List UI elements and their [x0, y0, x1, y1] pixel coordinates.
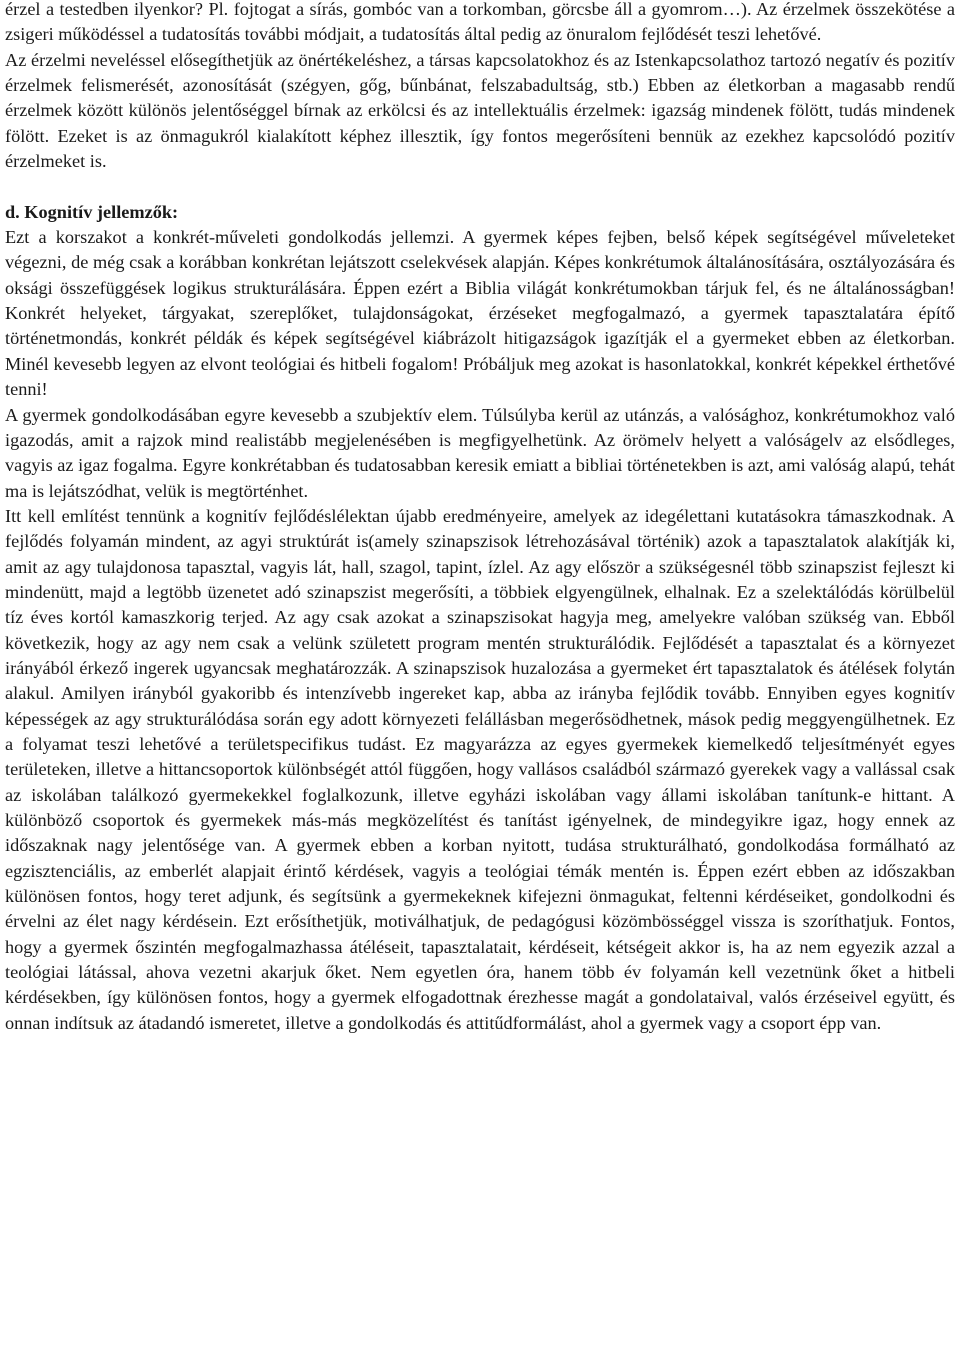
section-heading-cognitive: d. Kognitív jellemzők:	[5, 201, 179, 222]
paragraph-concrete-operational: Ezt a korszakot a konkrét-műveleti gondolkodás jellemzi. A gyermek képes fejben, belső képek segítségével műveleteket végezni, de még csak a korábban konkrétan lejátszott cselekvések alapján. Képes konkrétumok általánosítására, osztályozására és oksági összefüggések logikus strukturálására. Éppen ezért a Biblia világát konkrétumokban tárjuk fel, és ne általánosságban! Konkrét helyeket, tárgyakat, szereplőket, tulajdonságokat, érzéseket megfogalmazó, a gyermek tapasztalatára építő történetmondás, konkrét példák és képek segítségével kiábrázolt hitigazságok igazítják el a gyermeket ebben az életkorban. Minél kevesebb legyen az elvont teológiai és hitbeli fogalom! Próbáljuk meg azokat is hasonlatokkal, konkrét képekkel érthetővé tenni!	[5, 227, 955, 400]
blank-line	[5, 174, 955, 199]
paragraph-emotional-education: Az érzelmi neveléssel elősegíthetjük az önértékeléshez, a társas kapcsolatokhoz és az Istenkapcsolathoz tartozó negatív és pozitív érzelmek felismerését, azonosítását (szégyen, gőg, bűnbánat, felszabadultság, stb.) Ebben az életkorban a magasabb rendű érzelmek között különös jelentőséggel bírnak az erkölcsi és az intellektuális érzelmek: igazság mindenek fölött, tudás mindenek fölött. Ezeket is az önmagukról kialakított képhez illesztik, így fontos megerősíteni bennük az ezekhez kapcsolódó pozitív érzelmeket is.	[5, 49, 955, 172]
paragraph-neuroscience: Itt kell említést tennünk a kognitív fejlődéslélektan újabb eredményeire, amelyek az idegélettani kutatásokra támaszkodnak. A fejlődés folyamán mindent, az agyi struktúrát is(amely szinapszisok létrehozásával történik) azok a tapasztalatok alakítják ki, amit az agy tulajdonosa tapasztal, vagyis lát, hall, szagol, tapint, ízlel. Az agy először a szükségesnél több szinapszist fejleszt ki mindenütt, majd a legtöbb üzenetet adó szinapszist megerősíti, a többiek elgyengülnek, elhalnak. Ez a szelektálódás körülbelül tíz éves kortól kamaszkorig terjed. Az agy csak azokat a szinapszisokat hagyja meg, amelyekre valóban szükség van. Ebből következik, hogy az agy nem csak a velünk született program mentén strukturálódik. Fejlődését a tapasztalat és a környezet irányából érkező ingerek ugyancsak meghatározzák. A szinapszisok huzalozása a gyermeket ért tapasztalatok és átélések folytán alakul. Amilyen irányból gyakoribb és intenzívebb ingereket kap, abba az irányba fejlődik tovább. Ennyiben egyes kognitív képességek az agy strukturálódása során egy adott környezeti felállásban megerősödhetnek, mások pedig meggyengülhetnek. Ez a folyamat teszi lehetővé a területspecifikus tudást. Ez magyarázza az egyes gyermekek kiemelkedő teljesítményét egyes területeken, illetve a hittancsoportok különbségét attól függően, hogy vallásos családból származó gyerekek vagy a vallással csak az iskolában találkozó gyermekekkel foglalkozunk, illetve egyházi iskolában vagy állami iskolában tanítunk-e hittant. A különböző csoportok és gyermekek más-más megközelítést és tanítást igényelnek, de mindegyikre igaz, hogy ennek az időszaknak nagy jelentősége van. A gyermek ebben a korban nyitott, tudása strukturálható, gondolkodása formálható az egzisztenciális, az emberlét alapjait érintő kérdések, vagyis a teológiai témák mentén is. Éppen ezért ebben az időszakban különösen fontos, hogy teret adjunk, és segítsünk a gyermekeknek kifejezni önmagukat, feltenni kérdéseiket, gondolkodni és érvelni az élet nagy kérdésein. Ezt erősíthetjük, motiválhatjuk, de pedagógusi közömbösséggel vissza is szoríthatjuk. Fontos, hogy a gyermek őszintén megfogalmazhassa átéléseit, tapasztalatait, kérdéseit, kétségeit akkor is, ha az nem egyezik azzal a teológiai látással, ahova vezetni akarjuk őket. Nem egyetlen óra, hanem több év folyamán kell vezetnünk őket a hitbeli kérdésekben, így különösen fontos, hogy a gyermek elfogadottnak érezhesse magát a gondolataival, valós érzéseivel együtt, és onnan indítsuk az átadandó ismeretet, illetve a gondolkodás és attitűdformálást, ahol a gyermek vagy a csoport épp van.	[5, 505, 955, 1033]
paragraph-reality-principle: A gyermek gondolkodásában egyre kevesebb a szubjektív elem. Túlsúlyba kerül az utánzás, a valósághoz, konkrétumokhoz való igazodás, amit a rajzok mind realistább megjelenésében is megfigyelhetünk. Az örömelv helyett a valóságelv az elsődleges, vagyis az igaz fogalma. Egyre konkrétabban és tudatosabban keresik emiatt a bibliai történetekben is azt, ami valóság alapú, tehát ma is lejátszódhat, velük is megtörténhet.	[5, 404, 955, 501]
paragraph-intro: érzel a testedben ilyenkor? Pl. fojtogat a sírás, gombóc van a torkomban, görcsbe áll a gyomrom…). Az érzelmek összekötése a zsigeri működéssel a tudatosítás további módjait, a tudatosítás által pedig az önuralom fejlődését teszi lehetővé.	[5, 0, 955, 45]
document-page	[5, 0, 955, 1036]
